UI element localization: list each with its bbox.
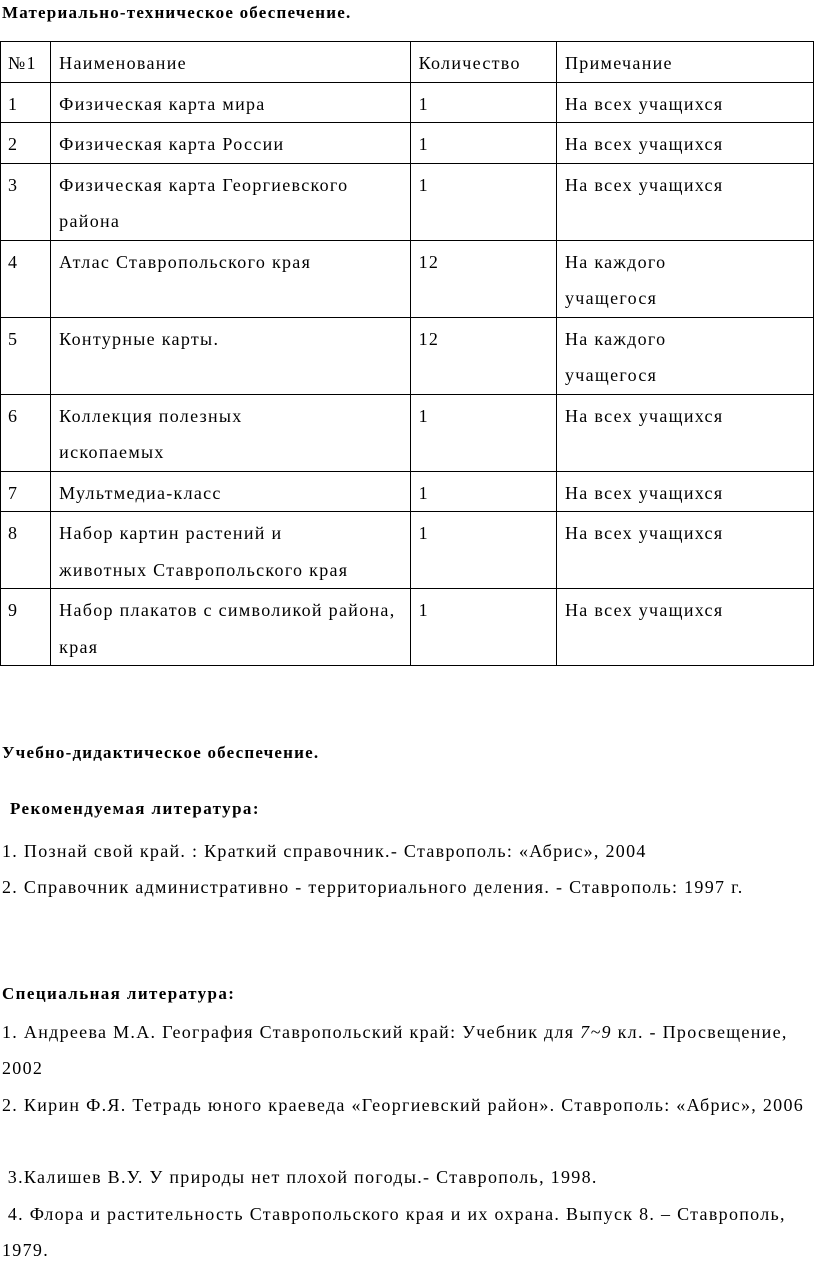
row-number: 8 bbox=[1, 512, 51, 589]
row-name: Мультмедиа-класс bbox=[51, 471, 410, 512]
row-name: Коллекция полезных ископаемых bbox=[51, 394, 410, 471]
table-row bbox=[1, 394, 814, 471]
row-number: 2 bbox=[1, 123, 51, 164]
equipment-table bbox=[0, 41, 814, 666]
row-number: 4 bbox=[1, 240, 51, 317]
table-row bbox=[1, 471, 814, 512]
header-quantity: Количество bbox=[410, 42, 556, 83]
row-note: На всех учащихся bbox=[556, 82, 813, 123]
recommended-item-1: 1. Познай свой край. : Краткий справочник.- Ставрополь: «Абрис», 2004 bbox=[2, 841, 647, 861]
table-row bbox=[1, 589, 814, 666]
header-note: Примечание bbox=[556, 42, 813, 83]
row-note: На каждого учащегося bbox=[556, 317, 813, 394]
row-quantity: 1 bbox=[410, 163, 556, 240]
row-quantity: 12 bbox=[410, 240, 556, 317]
row-quantity: 1 bbox=[410, 123, 556, 164]
didactic-heading: Учебно-дидактическое обеспечение. bbox=[2, 743, 320, 762]
row-quantity: 12 bbox=[410, 317, 556, 394]
row-quantity: 1 bbox=[410, 471, 556, 512]
row-note: На всех учащихся bbox=[556, 163, 813, 240]
table-row bbox=[1, 82, 814, 123]
row-quantity: 1 bbox=[410, 394, 556, 471]
table-row bbox=[1, 240, 814, 317]
row-name: Атлас Ставропольского края bbox=[51, 240, 410, 317]
recommended-item-2: 2. Справочник административно - территориального деления. - Ставрополь: 1997 г. bbox=[2, 877, 744, 897]
row-name: Физическая карта мира bbox=[51, 82, 410, 123]
special-item-1-text: 1. Андреева М.А. География Ставропольский край: Учебник для bbox=[2, 1022, 581, 1042]
table-header-row bbox=[1, 42, 814, 83]
row-number: 9 bbox=[1, 589, 51, 666]
recommended-literature-heading: Рекомендуемая литература: bbox=[10, 799, 260, 818]
table-row bbox=[1, 163, 814, 240]
row-number: 3 bbox=[1, 163, 51, 240]
row-quantity: 1 bbox=[410, 512, 556, 589]
table-row bbox=[1, 317, 814, 394]
row-name: Контурные карты. bbox=[51, 317, 410, 394]
row-quantity: 1 bbox=[410, 589, 556, 666]
row-note: На каждого учащегося bbox=[556, 240, 813, 317]
special-item-1-grades: 7~9 bbox=[580, 1022, 612, 1042]
row-number: 1 bbox=[1, 82, 51, 123]
header-name: Наименование bbox=[51, 42, 410, 83]
material-heading: Материально-техническое обеспечение. bbox=[2, 3, 352, 22]
header-number: №1 bbox=[1, 42, 51, 83]
special-item-4: 4. Флора и растительность Ставропольского края и их охрана. Выпуск 8. – Ставрополь, 1979. bbox=[2, 1204, 792, 1260]
row-note: На всех учащихся bbox=[556, 123, 813, 164]
row-number: 5 bbox=[1, 317, 51, 394]
table-row bbox=[1, 512, 814, 589]
special-item-3: 3.Калишев В.У. У природы нет плохой погоды.- Ставрополь, 1998. bbox=[2, 1167, 598, 1187]
row-note: На всех учащихся bbox=[556, 394, 813, 471]
row-name: Набор картин растений и животных Ставропольского края bbox=[51, 512, 410, 589]
row-number: 7 bbox=[1, 471, 51, 512]
row-name: Набор плакатов с символикой района, края bbox=[51, 589, 410, 666]
row-note: На всех учащихся bbox=[556, 512, 813, 589]
row-name: Физическая карта Георгиевского района bbox=[51, 163, 410, 240]
special-literature-heading: Специальная литература: bbox=[2, 984, 236, 1003]
table-row bbox=[1, 123, 814, 164]
special-item-1 bbox=[2, 1014, 812, 1086]
special-item-1-tail: кл. - Просвещение, 2002 bbox=[2, 1022, 788, 1078]
row-quantity: 1 bbox=[410, 82, 556, 123]
row-note: На всех учащихся bbox=[556, 471, 813, 512]
special-item-2: 2. Кирин Ф.Я. Тетрадь юного краеведа «Георгиевский район». Ставрополь: «Абрис», 2006 bbox=[2, 1095, 805, 1115]
row-number: 6 bbox=[1, 394, 51, 471]
row-name: Физическая карта России bbox=[51, 123, 410, 164]
row-note: На всех учащихся bbox=[556, 589, 813, 666]
